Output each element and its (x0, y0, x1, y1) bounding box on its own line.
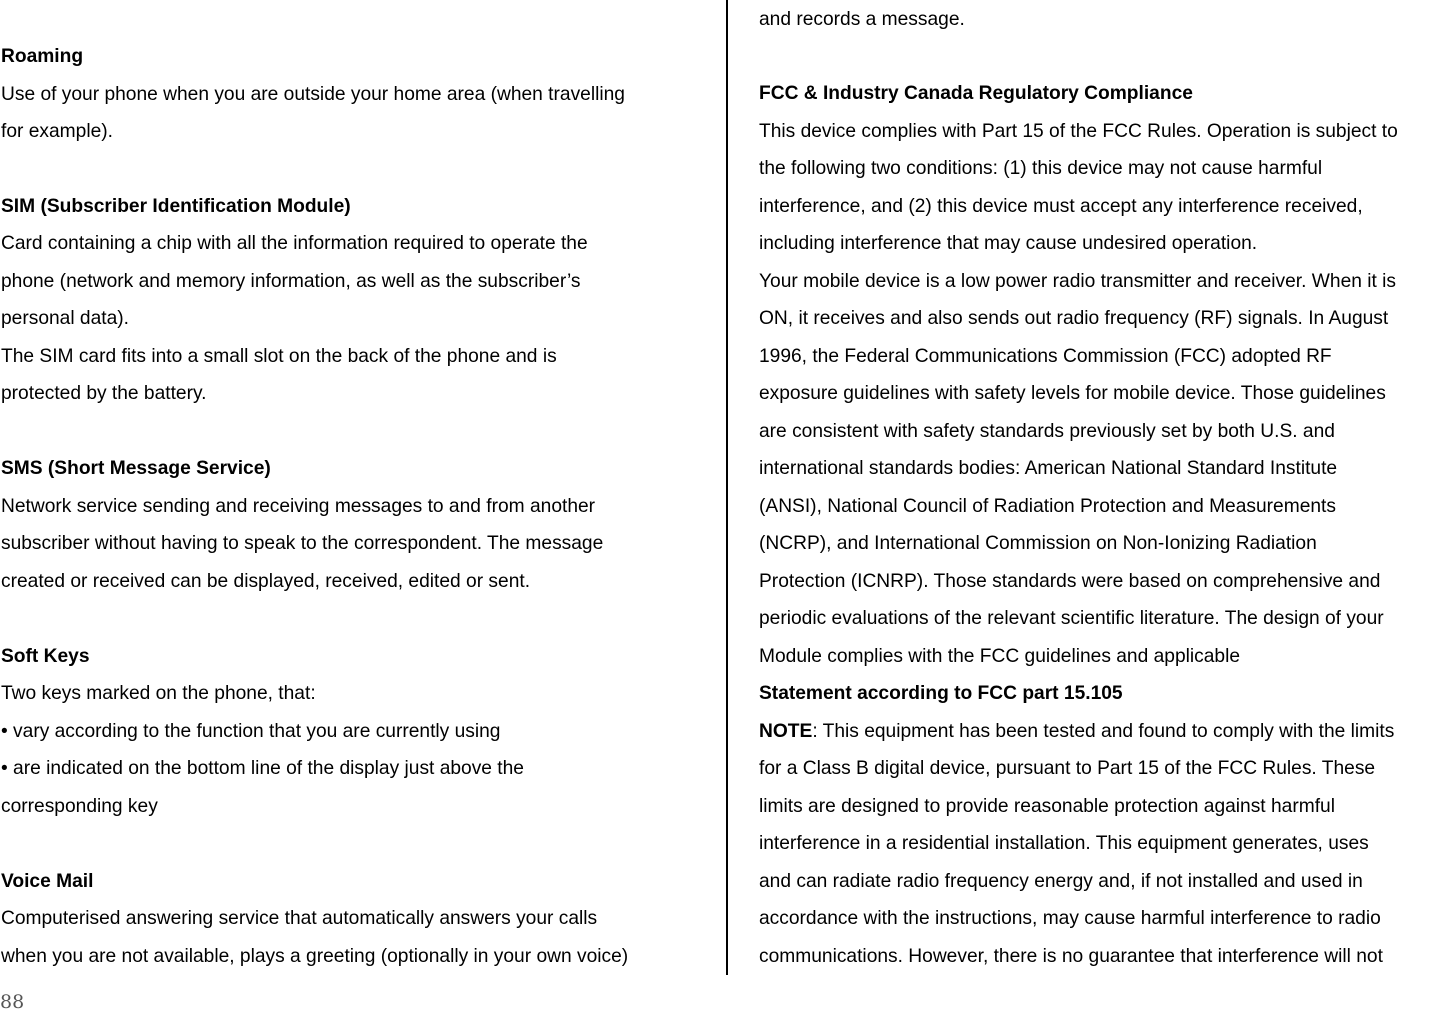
sim-text-line: personal data). (1, 308, 129, 329)
note-text-line: and can radiate radio frequency energy and, if not installed and used in (759, 871, 1363, 892)
note-text-line: communications. However, there is no guarantee that interference will not (759, 946, 1383, 967)
sim-heading: SIM (Subscriber Identification Module) (1, 196, 351, 217)
rf-text-line: Module complies with the FCC guidelines and applicable (759, 646, 1241, 667)
rf-text-line: exposure guidelines with safety levels for mobile device. Those guidelines (759, 383, 1386, 404)
note-text-line: limits are designed to provide reasonable protection against harmful (759, 796, 1335, 817)
column-divider (726, 0, 728, 975)
fcc-text-line: interference, and (2) this device must accept any interference received, (759, 196, 1363, 217)
rf-text-line: (NCRP), and International Commission on Non-Ionizing Radiation (759, 533, 1317, 554)
rf-text-line: are consistent with safety standards previously set by both U.S. and (759, 421, 1335, 442)
sim-text-line: The SIM card fits into a small slot on the back of the phone and is (1, 346, 557, 367)
note-text-line: accordance with the instructions, may cause harmful interference to radio (759, 908, 1381, 929)
rf-text-line: Protection (ICNRP). Those standards were based on comprehensive and (759, 571, 1381, 592)
sim-text-line: Card containing a chip with all the information required to operate the (1, 233, 588, 254)
note-text: : This equipment has been tested and found to comply with the limits (812, 721, 1395, 742)
sms-heading: SMS (Short Message Service) (1, 458, 271, 479)
roaming-text-line: Use of your phone when you are outside your home area (when travelling (1, 84, 625, 105)
rf-text-line: periodic evaluations of the relevant scientific literature. The design of your (759, 608, 1384, 629)
soft-keys-text-line: Two keys marked on the phone, that: (1, 683, 316, 704)
sms-text-line: subscriber without having to speak to the correspondent. The message (1, 533, 604, 554)
fcc-compliance-heading: FCC & Industry Canada Regulatory Compliance (759, 83, 1193, 104)
note-text-line (759, 720, 1394, 744)
rf-text-line: ON, it receives and also sends out radio frequency (RF) signals. In August (759, 308, 1389, 329)
sim-text-line: protected by the battery. (1, 383, 207, 404)
fcc-text-line: including interference that may cause undesired operation. (759, 233, 1258, 254)
note-label: NOTE (759, 721, 813, 742)
note-text-line: interference in a residential installation. This equipment generates, uses (759, 833, 1369, 854)
soft-keys-bullet: • are indicated on the bottom line of the display just above the (1, 758, 524, 779)
voice-mail-text-line: when you are not available, plays a greeting (optionally in your own voice) (1, 946, 629, 967)
soft-keys-bullet: • vary according to the function that you are currently using (1, 721, 501, 742)
sms-text-line: created or received can be displayed, received, edited or sent. (1, 571, 531, 592)
rf-text-line: 1996, the Federal Communications Commission (FCC) adopted RF (759, 346, 1332, 367)
rf-text-line: (ANSI), National Council of Radiation Protection and Measurements (759, 496, 1336, 517)
rf-text-line: Your mobile device is a low power radio transmitter and receiver. When it is (759, 271, 1397, 292)
fcc-text-line: the following two conditions: (1) this device may not cause harmful (759, 158, 1323, 179)
fcc-part-15-105-heading: Statement according to FCC part 15.105 (759, 683, 1123, 704)
soft-keys-heading: Soft Keys (1, 646, 90, 667)
page-number: 88 (0, 991, 25, 1013)
soft-keys-text-line: corresponding key (1, 796, 158, 817)
sim-text-line: phone (network and memory information, as well as the subscriber’s (1, 271, 581, 292)
roaming-heading: Roaming (1, 46, 84, 67)
continued-text-line: and records a message. (759, 9, 965, 30)
fcc-text-line: This device complies with Part 15 of the FCC Rules. Operation is subject to (759, 121, 1398, 142)
voice-mail-heading: Voice Mail (1, 871, 94, 892)
note-text-line: for a Class B digital device, pursuant to Part 15 of the FCC Rules. These (759, 758, 1376, 779)
voice-mail-text-line: Computerised answering service that automatically answers your calls (1, 908, 598, 929)
sms-text-line: Network service sending and receiving messages to and from another (1, 496, 596, 517)
roaming-text-line: for example). (1, 121, 113, 142)
rf-text-line: international standards bodies: American National Standard Institute (759, 458, 1338, 479)
